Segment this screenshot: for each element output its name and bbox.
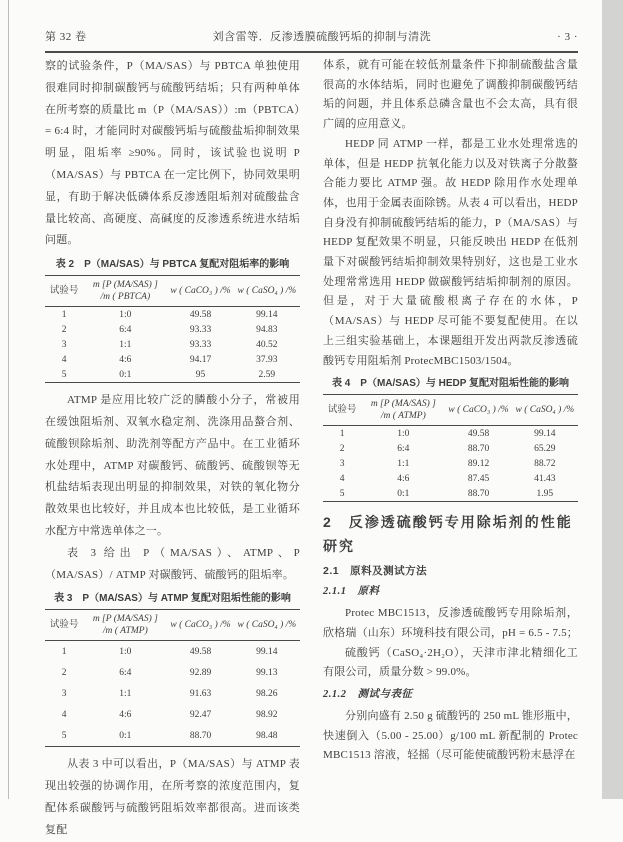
table-cell: 65.29: [534, 443, 556, 454]
table2-caption: 表 2 P（MA/SAS）与 PBTCA 复配对阻垢率的影响: [55, 259, 290, 271]
table-4: [323, 394, 578, 502]
table3-caption: 表 3 P（MA/SAS）与 ATMP 复配对阻垢性能的影响: [54, 593, 291, 605]
table-cell: 1:1: [397, 458, 410, 469]
table-cell: 4:6: [119, 709, 132, 720]
col-header-caso4: w ( CaSO₄ ) /%: [515, 405, 575, 416]
scan-edge-line: [8, 0, 9, 799]
page-number: · 3 ·: [557, 31, 578, 43]
table-cell: 98.26: [256, 688, 278, 699]
table-cell: 4: [339, 473, 345, 484]
table-3: [45, 609, 300, 747]
table-row: [45, 641, 300, 663]
paragraph-atmp: ATMP 是应用比较广泛的膦酸小分子，常被用在缓蚀阻垢剂、双氧水稳定剂、洗涤用品螯合剂、硫酸钡除垢剂、助洗剂等配方产品中。在工业循环水处理中，ATMP 对碳酸钙、硫酸钙、硫酸钡等无机盐结垢表现出明显的抑制效果，对铁的氧化物分散效果也比较好，并且成本也比较低，是工业循环水配方中常选单体之一。: [45, 394, 300, 537]
table-2: [45, 275, 300, 383]
table-cell: 88.70: [189, 730, 212, 741]
table-row: [45, 337, 300, 352]
table-row: [45, 704, 300, 725]
table-cell: 6:4: [397, 443, 410, 454]
table-cell: 0:1: [119, 730, 132, 741]
col-header-caco3: w ( CaCO₃ ) /%: [170, 286, 231, 297]
table-cell: 99.14: [256, 309, 278, 320]
page-body: [45, 56, 578, 842]
table-row: [323, 426, 578, 442]
table-cell: 49.58: [189, 646, 212, 657]
table4-caption: 表 4 P（MA/SAS）与 HEDP 复配对阻垢性能的影响: [331, 378, 570, 390]
paragraph-continuation: 察的试验条件，P（MA/SAS）与 PBTCA 单独使用很难同时抑制碳酸钙与硫酸钙结垢；只有两种单体在所考察的质量比 m（P（MA/SAS））:m（PBTCA）= 6:4 时，才能同时对碳酸钙垢与硫酸盐垢抑制效果明显，阻垢率 ≥90%。同时，该试验也说明 P（MA/SAS）与 PBTCA 在一定比例下，协同效果明显，有助于解决低磷体系反渗透阻垢剂对硫酸盐含量比较高、高硬度、高碱度的反渗透系统进水结垢问题。: [45, 60, 300, 247]
table-cell: 1: [61, 646, 67, 657]
table-cell: 88.70: [467, 488, 490, 499]
table-cell: 1: [339, 428, 345, 439]
col-header-exp: 试验号: [49, 620, 79, 631]
table-cell: 41.43: [534, 473, 556, 484]
col-header-caco3: w ( CaCO₃ ) /%: [448, 405, 509, 416]
table-cell: 89.12: [467, 458, 490, 469]
table-cell: 98.48: [256, 730, 278, 741]
ratio-numerator: m [P (MA/SAS) ]: [92, 280, 158, 291]
table-cell: 94.83: [256, 324, 278, 335]
section-2-heading: 2 反渗透硫酸钙专用除垢剂的性能研究: [323, 514, 573, 555]
table-cell: 4: [61, 709, 67, 720]
table-cell: 87.45: [467, 473, 490, 484]
table-row: [45, 352, 300, 367]
section-2-1-1-heading: 2.1.1 原料: [323, 586, 380, 598]
paragraph-reagent-protec: Protec MBC1513，反渗透硫酸钙专用除垢剂，欣格瑞（山东）环境科技有限公司，pH = 6.5 - 7.5；: [323, 607, 579, 639]
page-header: [45, 28, 578, 53]
table-cell: 1:0: [397, 428, 410, 439]
table-cell: 40.52: [256, 339, 278, 350]
paragraph-table3-discussion: 从表 3 中可以看出，P（MA/SAS）与 ATMP 表现出较强的协调作用，在所考察的浓度范围内，复配体系碳酸钙与硫酸钙阻垢效率都很高。进而该类复配: [45, 758, 300, 836]
table-row: [45, 683, 300, 704]
table-row: [323, 456, 578, 471]
scan-right-margin: [602, 0, 623, 799]
table-row: [45, 367, 300, 383]
table-cell: 5: [61, 730, 67, 741]
ratio-numerator: m [P (MA/SAS) ]: [92, 614, 158, 625]
paragraph-continuation: 体系，就有可能在较低剂量条件下抑制硫酸盐含量很高的水体结垢，同时也避免了调酸抑制碳酸钙结垢的问题，并且体系总磷含量也不会太高，具有很广阔的应用意义。: [323, 59, 578, 131]
table-cell: 6:4: [119, 667, 132, 678]
table-cell: 99.14: [256, 646, 278, 657]
table-cell: 94.17: [189, 354, 212, 365]
table-cell: 2.59: [258, 369, 276, 380]
table-row: [323, 471, 578, 486]
table-cell: 95: [195, 369, 206, 380]
table-row: [45, 725, 300, 747]
table-row: [45, 322, 300, 337]
table3-body: [45, 641, 300, 747]
col-header-exp: 试验号: [327, 405, 357, 416]
table-cell: 0:1: [119, 369, 132, 380]
table-cell: 4: [61, 354, 67, 365]
col-header-ratio: [361, 395, 445, 426]
table4-header: [323, 395, 578, 426]
paragraph-table3-intro: 表 3 给出 P（MA/SAS）、ATMP、P（MA/SAS）/ ATMP 对碳酸钙、硫酸钙的阻垢率。: [45, 546, 300, 581]
table3-header: [45, 610, 300, 641]
running-title: 刘含雷等．反渗透膜硫酸钙垢的抑制与清洗: [212, 31, 432, 43]
table-cell: 6:4: [119, 324, 132, 335]
table-cell: 92.89: [189, 667, 212, 678]
col-header-caco3: w ( CaCO₃ ) /%: [170, 620, 231, 631]
table-cell: 3: [61, 688, 67, 699]
table-cell: 2: [61, 667, 67, 678]
table-cell: 91.63: [189, 688, 212, 699]
ratio-denominator: /m ( ATMP): [102, 626, 148, 637]
table-row: [323, 441, 578, 456]
table-cell: 1: [61, 309, 67, 320]
table-cell: 98.92: [256, 709, 278, 720]
table-cell: 1.95: [536, 488, 554, 499]
col-header-exp: 试验号: [49, 286, 79, 297]
table-cell: 5: [61, 369, 67, 380]
table-cell: 93.33: [189, 324, 212, 335]
table-cell: 3: [339, 458, 345, 469]
table-cell: 1:0: [119, 309, 132, 320]
table-cell: 92.47: [189, 709, 212, 720]
table-row: [45, 307, 300, 323]
paragraph-reagent-caso4: 硫酸钙（CaSO₄·2H₂O），天津市津北精细化工有限公司，质量分数 > 99.0%。: [323, 646, 578, 679]
right-column: [323, 56, 578, 842]
paragraph-test-method: 分别向盛有 2.50 g 硫酸钙的 250 mL 锥形瓶中，快速倒入（5.00 - 25.00）g/100 mL 新配制的 Protec MBC1513 溶液，轻摇（尽可能使硫酸钙粉末悬浮在: [323, 710, 578, 762]
table2-body: [45, 307, 300, 383]
table-cell: 49.58: [189, 309, 212, 320]
table-cell: 5: [339, 488, 345, 499]
table-row: [323, 486, 578, 502]
table4-body: [323, 426, 578, 502]
ratio-denominator: /m ( PBTCA): [100, 292, 151, 303]
col-header-ratio: [83, 610, 167, 641]
table-cell: 3: [61, 339, 67, 350]
table-cell: 2: [339, 443, 345, 454]
table-cell: 88.70: [467, 443, 490, 454]
paragraph-hedp: HEDP 同 ATMP 一样，都是工业水处理常选的单体，但是 HEDP 抗氧化能力以及对铁离子分散螯合能力要比 ATMP 强。故 HEDP 除用作水处理单体，也用于金属表面除锈。从表 4 可以看出，HEDP 自身没有抑制硫酸钙结垢的能力，P（MA/SAS）与 HEDP 复配效果不明显，只能反映出 HEDP 在低剂量下对碳酸钙结垢抑制效果特别好，这也是工业水处理常常选用 HEDP 做碳酸钙结垢抑制剂的原因。但是，对于大量硫酸根离子存在的水体，P（MA/SAS）与 HEDP 尽可能不要复配使用。在以上三组实验基础上，本课题组开发出两款反渗透硫酸钙专用阻垢剂 ProtecMBC1503/1504。: [323, 137, 578, 367]
table-cell: 2: [61, 324, 67, 335]
volume-label: 第 32 卷: [45, 31, 87, 43]
left-column: [45, 56, 300, 842]
ratio-denominator: /m ( ATMP): [380, 411, 426, 422]
table-cell: 37.93: [256, 354, 278, 365]
table-cell: 99.13: [256, 667, 278, 678]
table-cell: 0:1: [397, 488, 410, 499]
table-cell: 49.58: [467, 428, 490, 439]
table-cell: 1:0: [119, 646, 132, 657]
section-2-1-2-heading: 2.1.2 测试与表征: [323, 689, 413, 701]
table-row: [45, 662, 300, 683]
section-2-1-heading: 2.1 原料及测试方法: [323, 565, 428, 578]
col-header-ratio: [83, 276, 167, 307]
table-cell: 1:1: [119, 688, 132, 699]
table-cell: 88.72: [534, 458, 556, 469]
table-cell: 4:6: [119, 354, 132, 365]
col-header-caso4: w ( CaSO₄ ) /%: [237, 286, 297, 297]
ratio-numerator: m [P (MA/SAS) ]: [370, 399, 436, 410]
table-cell: 93.33: [189, 339, 212, 350]
table-cell: 1:1: [119, 339, 132, 350]
table-cell: 4:6: [397, 473, 410, 484]
col-header-caso4: w ( CaSO₄ ) /%: [237, 620, 297, 631]
table2-header: [45, 276, 300, 307]
table-cell: 99.14: [534, 428, 556, 439]
